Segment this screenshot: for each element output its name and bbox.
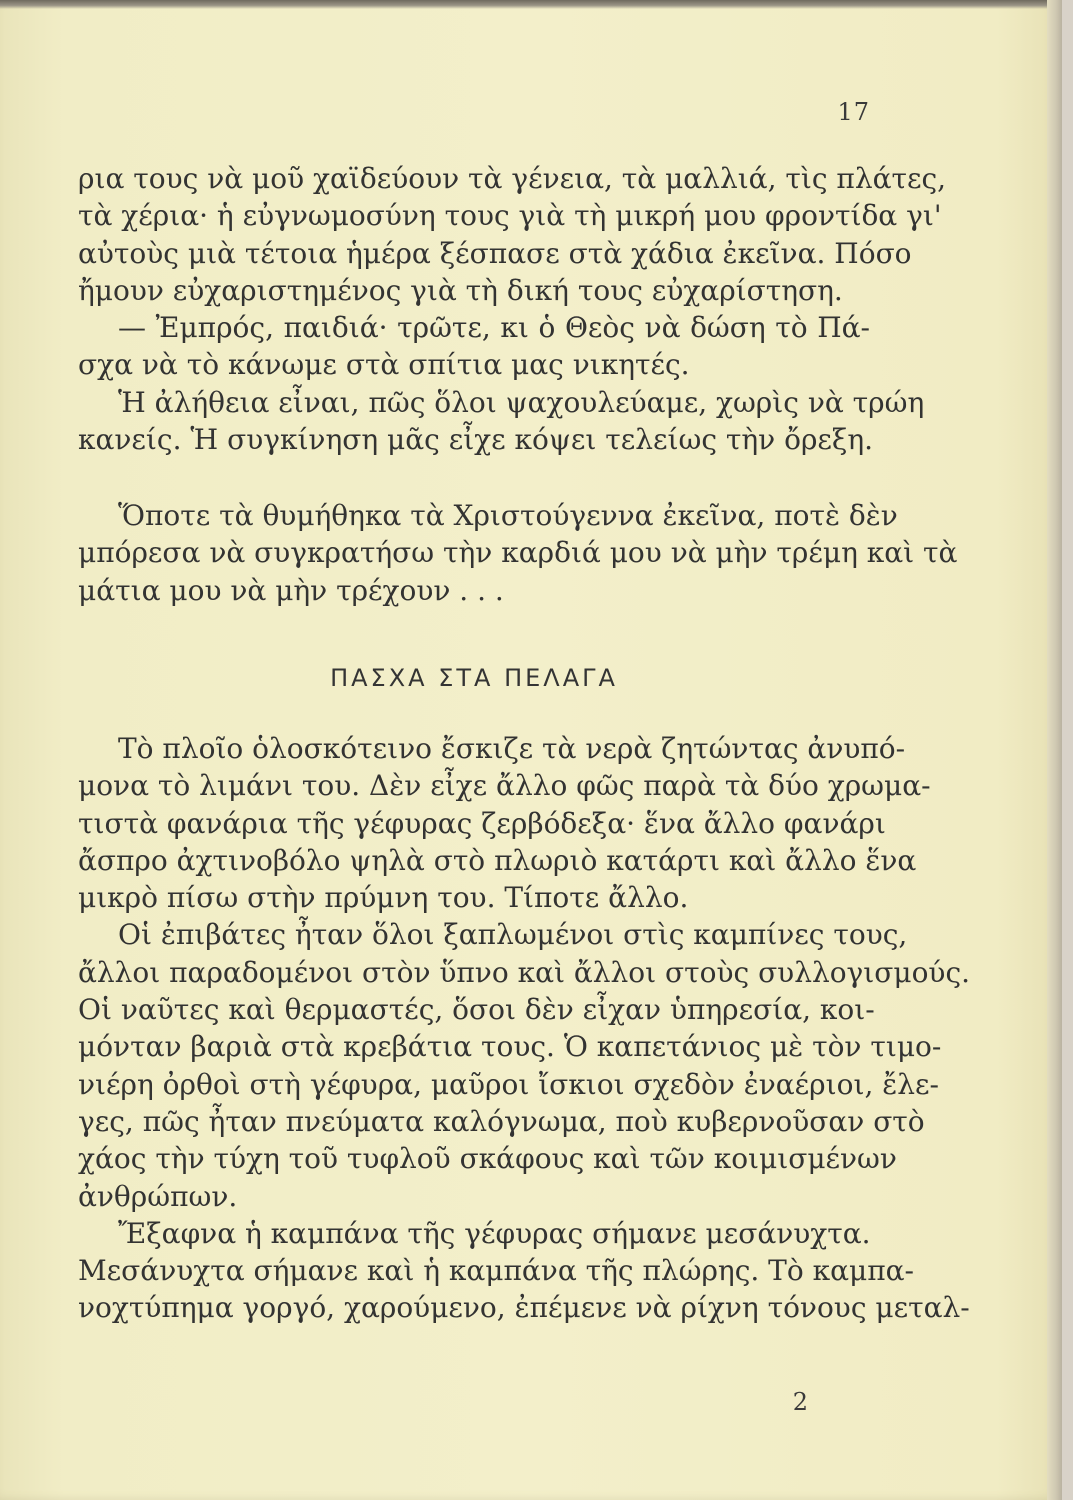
page-number: 17: [837, 98, 870, 126]
text-line: νοχτύπημα γοργό, χαρούμενο, ἐπέμενε νὰ ρίχνη τόνους μεταλ-: [78, 1291, 970, 1325]
text-line: ἤμουν εὐχαριστημένος γιὰ τὴ δική τους εὐχαρίστηση.: [78, 273, 843, 307]
text-line: Οἱ ἐπιβάτες ἦταν ὅλοι ξαπλωμένοι στὶς καμπίνες τους,: [118, 918, 908, 952]
text-line: ἄλλοι παραδομένοι στὸν ὕπνο καὶ ἄλλοι στοὺς συλλογισμούς.: [78, 955, 971, 989]
text-line: σχα νὰ τὸ κάνωμε στὰ σπίτια μας νικητές.: [78, 348, 690, 382]
page-top-edge: [0, 0, 1060, 9]
page-right-edge: [1047, 0, 1062, 1500]
text-line: κανείς. Ἡ συγκίνηση μᾶς εἶχε κόψει τελείως τὴν ὄρεξη.: [78, 423, 874, 457]
text-line: Ὅποτε τὰ θυμήθηκα τὰ Χριστούγεννα ἐκεῖνα, ποτὲ δὲν: [118, 499, 898, 532]
text-line: μόνταν βαριὰ στὰ κρεβάτια τους. Ὁ καπετάνιος μὲ τὸν τιμο-: [78, 1030, 942, 1064]
text-line: Τὸ πλοῖο ὁλοσκότεινο ἔσκιζε τὰ νερὰ ζητώντας ἀνυπό-: [118, 732, 906, 765]
text-line: ἀνθρώπων.: [78, 1179, 238, 1213]
text-line: μπόρεσα νὰ συγκρατήσω τὴν καρδιά μου νὰ μὴν τρέμη καὶ τὰ: [78, 536, 958, 570]
paragraph-block-two: [78, 497, 958, 609]
paragraph-block-one: [78, 160, 947, 458]
text-line: μονα τὸ λιμάνι του. Δὲν εἶχε ἄλλο φῶς παρὰ τὰ δύο χρωμα-: [78, 769, 931, 803]
text-line: νιέρη ὀρθοὶ στὴ γέφυρα, μαῦροι ἴσκιοι σχεδὸν ἐναέριοι, ἔλε-: [78, 1067, 939, 1101]
signature-mark: 2: [792, 1388, 808, 1416]
section-heading: ΠΑΣΧΑ ΣΤΑ ΠΕΛΑΓΑ: [330, 664, 618, 692]
text-line: μικρὸ πίσω στὴν πρύμνη του. Τίποτε ἄλλο.: [78, 881, 689, 915]
text-line: τιστὰ φανάρια τῆς γέφυρας ζερβόδεξα· ἕνα ἄλλο φανάρι: [78, 806, 886, 840]
text-line: Οἱ ναῦτες καὶ θερμαστές, ὅσοι δὲν εἶχαν ὑπηρεσία, κοι-: [78, 993, 875, 1027]
text-line: ἄσπρο ἀχτινοβόλο ψηλὰ στὸ πλωριὸ κατάρτι καὶ ἄλλο ἕνα: [78, 843, 917, 877]
text-line: Μεσάνυχτα σήμανε καὶ ἡ καμπάνα τῆς πλώρης. Τὸ καμπα-: [78, 1254, 914, 1288]
text-line: — Ἐμπρός, παιδιά· τρῶτε, κι ὁ Θεὸς νὰ δώση τὸ Πά-: [118, 311, 870, 345]
text-line: μάτια μου νὰ μὴν τρέχουν . . .: [78, 573, 504, 607]
text-line: ρια τους νὰ μοῦ χαϊδεύουν τὰ γένεια, τὰ μαλλιά, τὶς πλάτες,: [78, 162, 947, 195]
paragraph-block-three: [78, 730, 971, 1327]
text-line: αὐτοὺς μιὰ τέτοια ἡμέρα ξέσπασε στὰ χάδια ἐκεῖνα. Πόσο: [78, 236, 912, 270]
text-line: Ἔξαφνα ἡ καμπάνα τῆς γέφυρας σήμανε μεσάνυχτα.: [118, 1216, 871, 1250]
text-line: τὰ χέρια· ἡ εὐγνωμοσύνη τους γιὰ τὴ μικρή μου φροντίδα γι': [78, 199, 942, 233]
text-line: χάος τὴν τύχη τοῦ τυφλοῦ σκάφους καὶ τῶν κοιμισμένων: [78, 1142, 897, 1176]
text-line: γες, πῶς ἦταν πνεύματα καλόγνωμα, ποὺ κυβερνοῦσαν στὸ: [78, 1104, 925, 1138]
text-line: Ἡ ἀλήθεια εἶναι, πῶς ὅλοι ψαχουλεύαμε, χωρὶς νὰ τρώη: [118, 385, 925, 419]
